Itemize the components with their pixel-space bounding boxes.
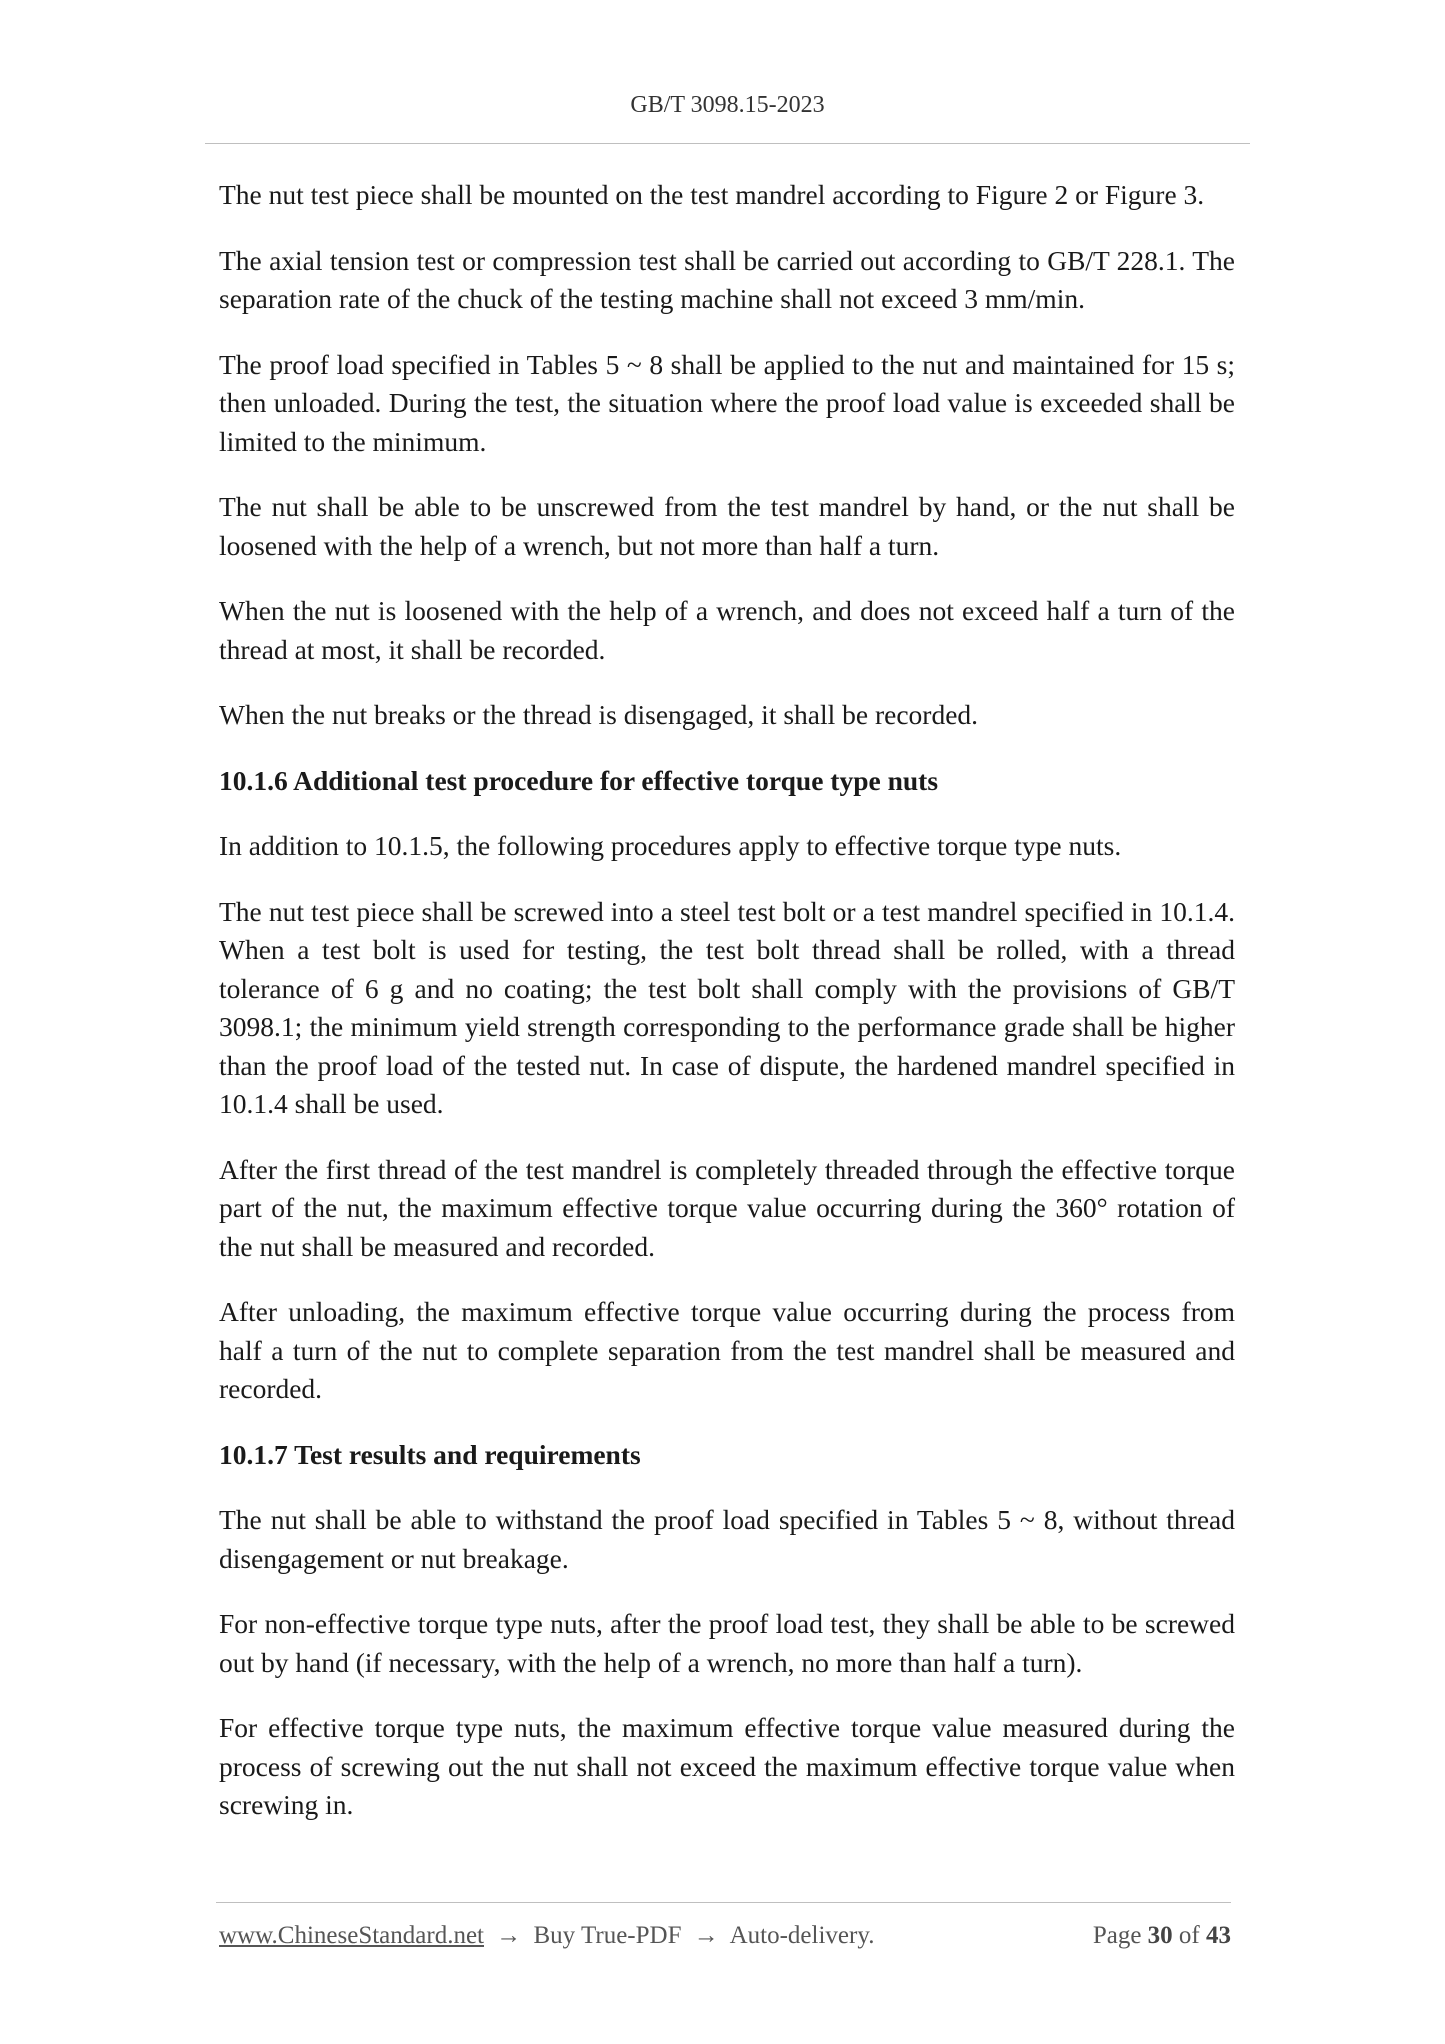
paragraph: When the nut breaks or the thread is disengaged, it shall be recorded.: [219, 699, 979, 730]
website-link[interactable]: www.ChineseStandard.net: [219, 1922, 484, 1949]
page-indicator: [1093, 1922, 1231, 1950]
paragraph: The axial tension test or compression test shall be carried out according to GB/T 228.1. The separation rate of the chuck of the testing machine shall not exceed 3 mm/min.: [219, 244, 1235, 314]
footer-promo: [219, 1922, 874, 1950]
paragraph: When the nut is loosened with the help of a wrench, and does not exceed half a turn of the thread at most, it shall be recorded.: [219, 595, 1235, 665]
paragraph: The nut test piece shall be mounted on the test mandrel according to Figure 2 or Figure 3.: [219, 179, 1205, 210]
arrow-right-icon: →: [496, 1922, 522, 1949]
page-total: 43: [1206, 1922, 1231, 1949]
page-label: Page: [1092, 1922, 1142, 1949]
buy-text: Buy True-PDF: [533, 1922, 682, 1949]
page-of-label: of: [1178, 1922, 1200, 1949]
paragraph: For non-effective torque type nuts, after the proof load test, they shall be able to be screwed out by hand (if necessary, with the help of a wrench, no more than half a turn).: [219, 1608, 1235, 1678]
paragraph: The nut shall be able to be unscrewed from the test mandrel by hand, or the nut shall be loosened with the help of a wrench, but not more than half a turn.: [219, 491, 1235, 561]
paragraph: The nut test piece shall be screwed into a steel test bolt or a test mandrel specified in 10.1.4. When a test bolt is used for testing, the test bolt thread shall be rolled, with a thread tolerance of 6 g and no coating; the test bolt shall comply with the provisions of GB/T 3098.1; the minimum yield strength corresponding to the performance grade shall be higher than the proof load of the tested nut. In case of dispute, the hardened mandrel specified in 10.1.4 shall be used.: [219, 895, 1235, 1119]
arrow-right-icon: →: [693, 1922, 719, 1949]
paragraph: For effective torque type nuts, the maximum effective torque value measured during the process of screwing out the nut shall not exceed the maximum effective torque value when screwing in.: [219, 1712, 1235, 1820]
header-divider: [205, 143, 1250, 144]
section-heading-10-1-7: 10.1.7 Test results and requirements: [219, 1438, 641, 1470]
page-current: 30: [1147, 1922, 1173, 1949]
delivery-text: Auto-delivery.: [729, 1922, 875, 1949]
paragraph: After the first thread of the test mandrel is completely threaded through the effective torque part of the nut, the maximum effective torque value occurring during the 360° rotation of the nut shall be measured and recorded.: [219, 1153, 1235, 1262]
paragraph: In addition to 10.1.5, the following procedures apply to effective torque type nuts.: [219, 830, 1122, 861]
section-heading-10-1-6: 10.1.6 Additional test procedure for effective torque type nuts: [219, 764, 939, 796]
paragraph: The proof load specified in Tables 5 ~ 8 shall be applied to the nut and maintained for 15 s; then unloaded. During the test, the situation where the proof load value is exceeded shall be limited to the minimum.: [219, 348, 1235, 457]
document-code: GB/T 3098.15-2023: [630, 92, 825, 118]
page-header: [205, 92, 1250, 119]
paragraph: After unloading, the maximum effective torque value occurring during the process from half a turn of the nut to complete separation from the test mandrel shall be measured and recorded.: [219, 1296, 1235, 1404]
paragraph: The nut shall be able to withstand the proof load specified in Tables 5 ~ 8, without thread disengagement or nut breakage.: [219, 1504, 1235, 1574]
document-body: [219, 176, 1235, 1852]
footer-divider: [216, 1902, 1231, 1903]
